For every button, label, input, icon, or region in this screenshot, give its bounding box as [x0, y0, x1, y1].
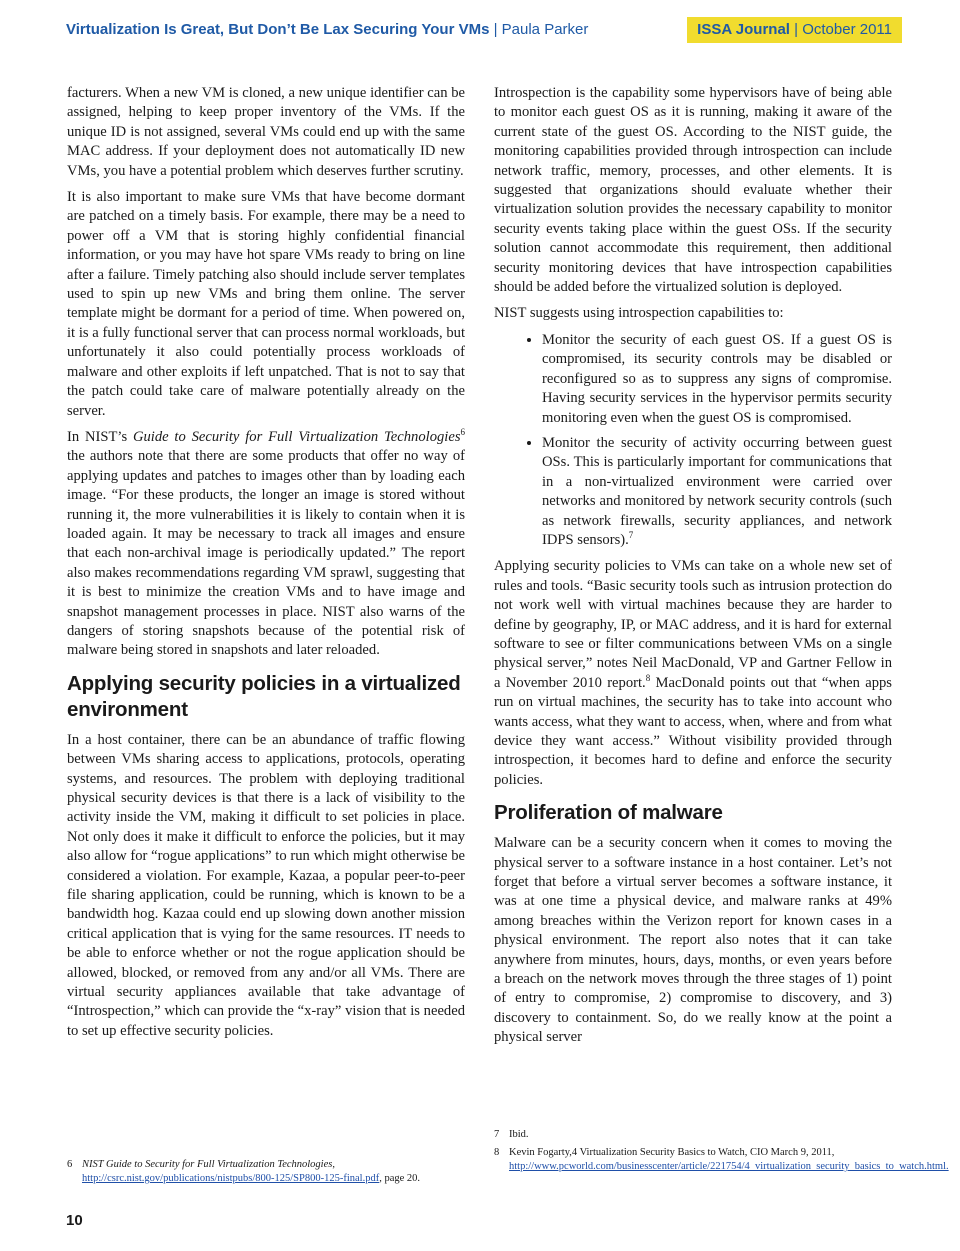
paragraph	[494, 557, 892, 790]
section-heading: Proliferation of malware	[494, 801, 723, 825]
section-heading: Applying security policies in a virtualized environment	[67, 671, 461, 721]
footnote-number: 6	[67, 1159, 73, 1170]
footnote-ref: 7	[628, 530, 634, 541]
text-run: MacDonald points out that “when apps run on virtual machines, the security has to take into account who wants access, what they want to access, when, where and from what device they want access.” Without visibility provided through introspection, it becomes hard to define and enforce the security policies.	[494, 674, 892, 788]
header-author: Paula Parker	[501, 21, 589, 38]
footnote-ref: 8	[645, 672, 651, 683]
running-header	[66, 17, 902, 43]
text-run: ,	[332, 1159, 335, 1170]
page-number: 10	[66, 1212, 83, 1229]
left-column	[67, 84, 465, 1048]
header-journal-badge	[687, 17, 902, 43]
right-column	[494, 84, 892, 1055]
list-item	[542, 434, 892, 550]
header-journal-name: ISSA Journal	[697, 21, 790, 38]
footnote	[494, 1146, 949, 1174]
guide-title-italic: Guide to Security for Full Virtualization Technologies	[132, 428, 461, 445]
footnote-ref: 6	[460, 427, 465, 438]
footnote-number: 8	[494, 1147, 500, 1158]
header-article-title: Virtualization Is Great, But Don’t Be Lax Securing Your VMs	[66, 21, 490, 38]
footnote	[67, 1158, 465, 1186]
text-run: Applying security policies to VMs can take on a whole new set of rules and tools. “Basic security tools such as intrusion protection do not work well with virtual machines because they are harder to define by geography, IP, or MAC address, and it is hard for external software to see or filter communications between VMs on a single physical server,” notes Neil MacDonald, VP and Gartner Fellow in a November 2010 report.	[494, 558, 892, 691]
paragraph: facturers. When a new VM is cloned, a new unique identifier can be assigned, helping to keep proper inventory of the VMs. If the unique ID is not assigned, several VMs could end up with the same MAC address. If your deployment does not automatically ID new VMs, you have a potential problem which deserves further scrutiny.	[67, 85, 465, 179]
text-run: the authors note that there are some products that offer no way of applying updates and patches to images other than by loading each image. “For these products, the longer an image is stored without running it, the more vulnerabilities it is likely to contain when it is loaded again. It may be necessary to track all images and ensure that each non-archival image is periodically updated.” The report also makes recommendations regarding VM sprawl, suggesting that it is best to minimize the creation VMs and to have image and snapshot management processes in place. NIST also warns of the dangers of storing snapshots because of the potential risk of malware being stored in snapshots and later reloaded.	[67, 448, 465, 659]
footnote-text: Ibid.	[509, 1129, 529, 1140]
paragraph: In a host container, there can be an abundance of traffic flowing between VMs sharing access to applications, protocols, operating systems, and resources. The problem with deploying traditional physical security devices is that there is a lack of visibility to the activity inside the VM, making it difficult to set policies in place. Not only does it make it difficult to enforce the policies, but it may also allow for “rogue applications” to run which might otherwise be considered a violation. For example, Kazaa, a popular peer-to-peer file sharing application, could be running, which is known to be a bandwidth hog. Kazaa could end up slowing down another mission critical application that is vying for the same resources. IT needs to be able to enforce whether or not the rogue application should be allowed, blocked, or removed from any and/or all VMs. There are virtual security appliances available that take advantage of “Introspection,” which can provide the “x-ray” vision that is needed to set up effective security policies.	[67, 731, 465, 1039]
header-issue-date: October 2011	[802, 21, 892, 38]
bullet-list	[494, 331, 892, 550]
text-run: , page 20.	[379, 1173, 421, 1184]
text-run: Monitor the security of activity occurring between guest OSs. This is particularly important for communications that in a non-virtualized environment were carried over networks and monitored by network security controls (such as network firewalls, security appliances, and network IDPS sensors).	[542, 434, 892, 548]
header-journal-separator: |	[789, 21, 803, 38]
paragraph: Introspection is the capability some hypervisors have of being able to monitor each guest OS as it is running, making it aware of the current state of the guest OS. According to the NIST guide, the monitoring capabilities provided through introspection can include network traffic, memory, processes, and other elements. It is suggested that organizations should evaluate whether their virtualization solution provides the necessary capability to monitor security events taking place within the guest OSs. If the security solution cannot accommodate this requirement, then additional security monitoring devices that have introspection capabilities should be added before the virtualized solution is deployed.	[494, 85, 892, 296]
paragraph: Malware can be a security concern when it comes to moving the physical server to a software instance in a host container. Let’s not forget that before a virtual server becomes a software instance, it was at one time a physical device, and malware ranks at 49% among breaches within the Verizon report for known cases in a physical environment. The report also notes that it can take anywhere from minutes, hours, days, months, or even years before a breach on the network moves through the three stages of 1) point of entry to compromise, 2) compromise to discovery, and 3) discovery to containment. So, do we really know at the point a physical server	[494, 835, 892, 1046]
header-article-info	[66, 17, 588, 43]
footnote-text: Kevin Fogarty,4 Virtualization Security Basics to Watch, CIO March 9, 2011,	[509, 1147, 835, 1158]
footnote-italic: NIST Guide to Security for Full Virtualization Technologies	[82, 1159, 333, 1170]
footnote-link[interactable]: http://csrc.nist.gov/publications/nistpubs/800-125/SP800-125-final.pdf	[82, 1173, 380, 1184]
footnotes-right	[494, 1128, 949, 1178]
paragraph	[67, 428, 465, 661]
list-item: • Monitor the security of each guest OS. If a guest OS is compromised, its security controls may be disabled or reconfigured so as to suppress any signs of compromise. Having security services in the hypervisor permits security monitoring even when the guest OS is compromised.	[542, 331, 892, 428]
footnotes-left	[67, 1158, 465, 1190]
footnote-link[interactable]: http://www.pcworld.com/businesscenter/article/221754/4_virtualization_security_basics_to_watch.html.	[509, 1161, 949, 1172]
footnote	[494, 1128, 892, 1142]
text-run: In NIST’s	[67, 428, 133, 445]
header-separator: |	[489, 21, 502, 38]
paragraph: NIST suggests using introspection capabilities to:	[494, 305, 784, 322]
footnote-number: 7	[494, 1129, 500, 1140]
paragraph: It is also important to make sure VMs that have become dormant are patched on a timely basis. For example, there may be a need to power off a VM that is storing highly confidential financial information, or you may have hot spare VMs ready to bring on line after a failure. Timely patching also should include server templates used to spin up new VMs and bring them online. The server template might be dormant for a period of time. When powered on, it is a fully functional server that can process normal workloads, but unfortunately it also could potentially process workloads of malware and other exploits if left unpatched. That is not to say that the patch could take care of malware potentially already on the server.	[67, 189, 465, 419]
